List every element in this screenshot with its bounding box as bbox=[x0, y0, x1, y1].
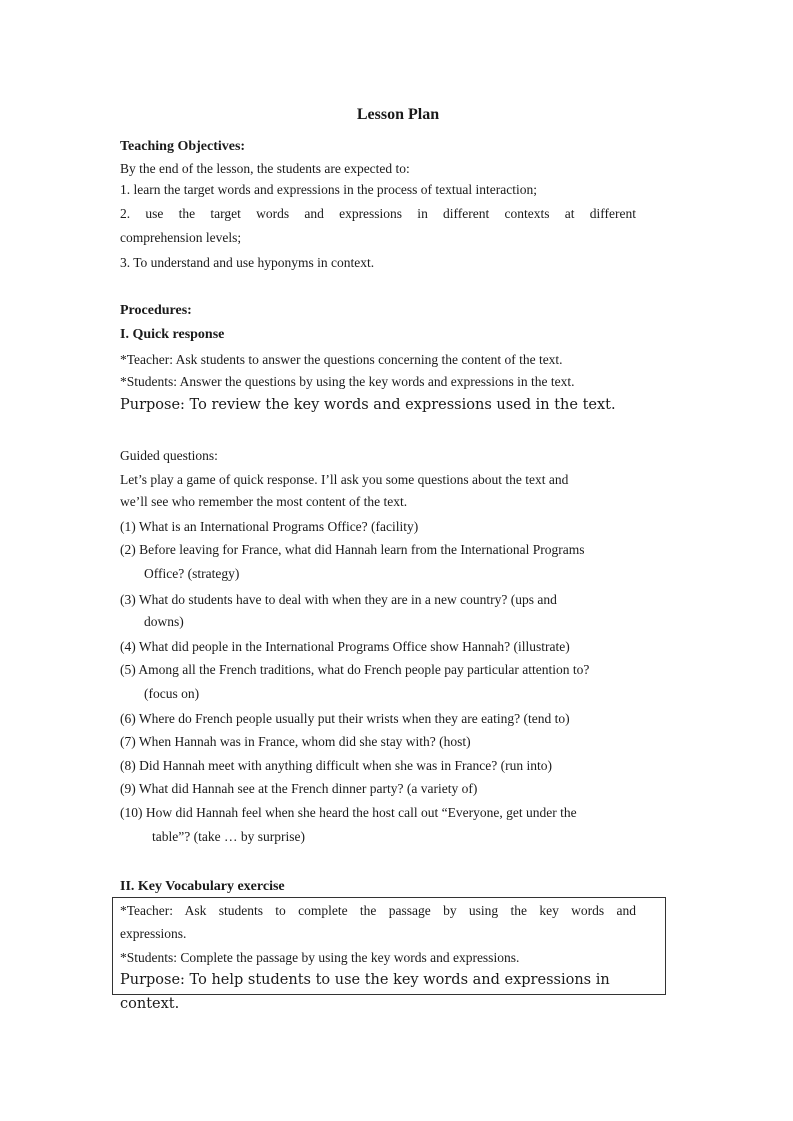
question-4: (4) What did people in the International Programs Office show Hannah? (illustrate) bbox=[120, 639, 570, 654]
question-2-line-2: Office? (strategy) bbox=[144, 566, 240, 581]
question-10-line-2: table”? (take … by surprise) bbox=[152, 829, 305, 844]
vocab-students-text: *Students: Complete the passage by using the key words and expressions. bbox=[120, 950, 520, 965]
objective-item-2-line-1: 2. use the target words and expressions in different contexts at different bbox=[120, 206, 636, 221]
quick-students-text: *Students: Answer the questions by using the key words and expressions in the text. bbox=[120, 374, 575, 389]
vocab-exercise-heading: II. Key Vocabulary exercise bbox=[120, 879, 285, 894]
objective-item-1: 1. learn the target words and expressions in the process of textual interaction; bbox=[120, 182, 538, 197]
guided-questions-heading: Guided questions: bbox=[120, 448, 218, 463]
objectives-heading: Teaching Objectives: bbox=[120, 139, 246, 154]
question-3-line-2: downs) bbox=[144, 614, 184, 629]
question-9: (9) What did Hannah see at the French dinner party? (a variety of) bbox=[120, 781, 478, 796]
question-6: (6) Where do French people usually put their wrists when they are eating? (tend to) bbox=[120, 711, 570, 726]
vocab-teacher-line-2: expressions. bbox=[120, 926, 187, 941]
vocab-purpose-line-1: Purpose: To help students to use the key words and expressions in bbox=[120, 972, 610, 988]
guided-intro-line-2: we’ll see who remember the most content of the text. bbox=[120, 494, 408, 509]
objectives-intro: By the end of the lesson, the students are expected to: bbox=[120, 161, 410, 176]
guided-intro-line-1: Let’s play a game of quick response. I’ll ask you some questions about the text and bbox=[120, 472, 569, 487]
question-3-line-1: (3) What do students have to deal with when they are in a new country? (ups and bbox=[120, 592, 557, 607]
quick-response-heading: I. Quick response bbox=[120, 327, 225, 342]
objective-item-2-line-2: comprehension levels; bbox=[120, 230, 242, 245]
question-7: (7) When Hannah was in France, whom did she stay with? (host) bbox=[120, 734, 471, 749]
vocab-teacher-line-1: *Teacher: Ask students to complete the passage by using the key words and bbox=[120, 903, 636, 918]
question-10-line-1: (10) How did Hannah feel when she heard the host call out “Everyone, get under the bbox=[120, 805, 577, 820]
quick-purpose-text: Purpose: To review the key words and expressions used in the text. bbox=[120, 397, 616, 413]
question-5-line-2: (focus on) bbox=[144, 686, 200, 701]
objective-item-3: 3. To understand and use hyponyms in context. bbox=[120, 255, 375, 270]
quick-teacher-text: *Teacher: Ask students to answer the questions concerning the content of the text. bbox=[120, 352, 563, 367]
page-title: Lesson Plan bbox=[356, 106, 440, 123]
question-8: (8) Did Hannah meet with anything difficult when she was in France? (run into) bbox=[120, 758, 553, 773]
question-2-line-1: (2) Before leaving for France, what did Hannah learn from the International Programs bbox=[120, 542, 585, 557]
procedures-heading: Procedures: bbox=[120, 303, 192, 318]
question-1: (1) What is an International Programs Office? (facility) bbox=[120, 519, 419, 534]
question-5-line-1: (5) Among all the French traditions, what do French people pay particular attention to? bbox=[120, 662, 590, 677]
vocab-purpose-line-2: context. bbox=[120, 996, 180, 1012]
